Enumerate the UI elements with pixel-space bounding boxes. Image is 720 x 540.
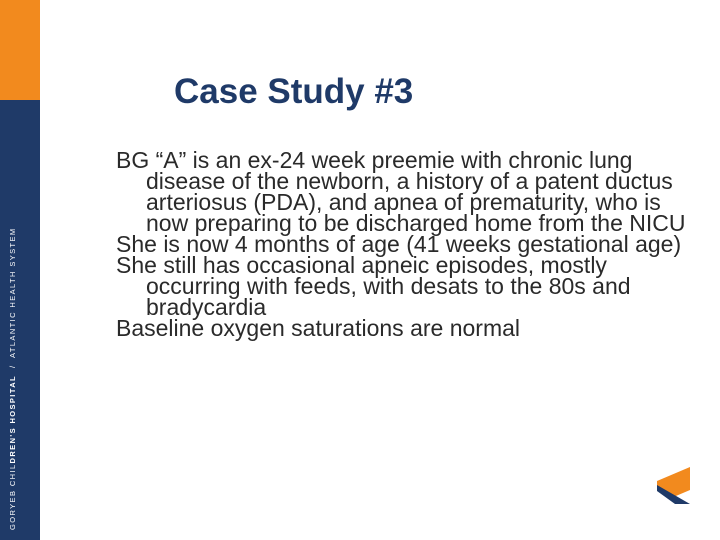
case-paragraph-age: She is now 4 months of age (41 weeks gestational age) — [116, 231, 682, 257]
slide-body — [116, 147, 696, 341]
brand-accent-stripe — [0, 0, 40, 100]
org-name-bold: DREN'S HOSPITAL — [8, 374, 17, 464]
brand-sidebar — [0, 0, 40, 540]
atlantic-health-logo-icon — [657, 467, 690, 504]
case-paragraph-saturation: Baseline oxygen saturations are normal — [116, 315, 521, 341]
slide-title: Case Study #3 — [174, 72, 414, 111]
org-name-prefix: GORYEB CHIL — [8, 463, 17, 530]
brand-vertical-text — [8, 200, 17, 530]
brand-separator: / — [8, 364, 17, 369]
case-paragraph-background: BG “A” is an ex-24 week preemie with chronic lung disease of the newborn, a history of a patent ductus arteriosus (PDA), and apnea of prematurity, who is now preparing to be discharged home from the NICU — [116, 147, 686, 236]
health-system-name: ATLANTIC HEALTH SYSTEM — [8, 227, 17, 358]
case-paragraph-apnea: She still has occasional apneic episodes, mostly occurring with feeds, with desats to the 80s and bradycardia — [116, 252, 631, 320]
